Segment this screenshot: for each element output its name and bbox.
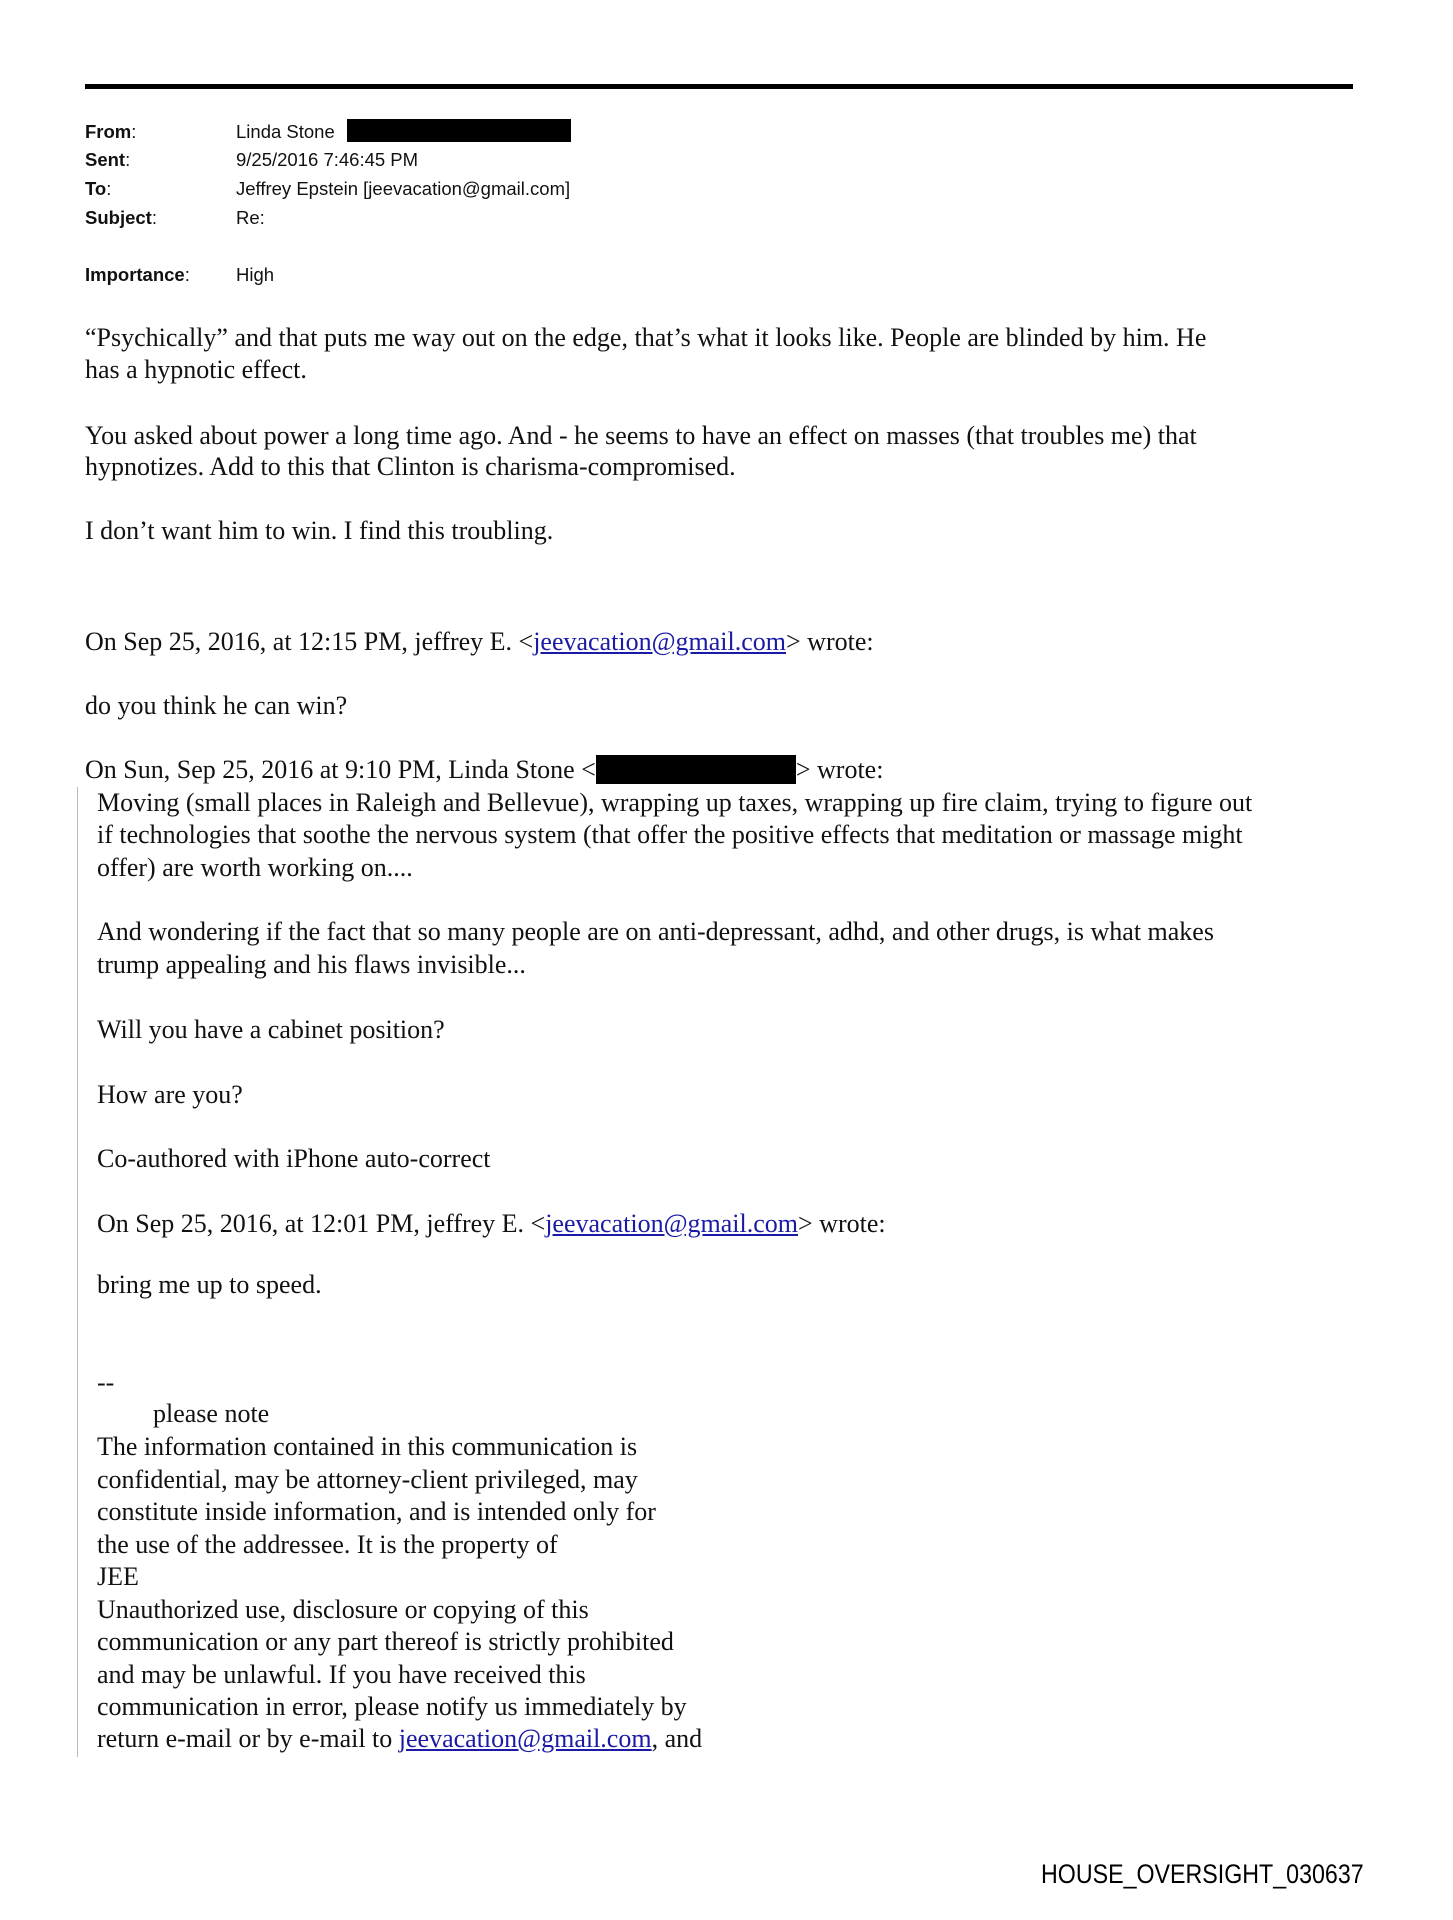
body-line: How are you? <box>97 1080 243 1109</box>
body-line: offer) are worth working on.... <box>97 853 413 882</box>
email-link[interactable]: jeevacation@gmail.com <box>545 1209 798 1238</box>
body-line <box>85 754 883 786</box>
body-line: Moving (small places in Raleigh and Bellevue), wrapping up taxes, wrapping up fire claim, trying to figure out <box>97 788 1253 817</box>
body-line: You asked about power a long time ago. And - he seems to have an effect on masses (that troubles me) that <box>85 421 1197 450</box>
body-line: communication in error, please notify us immediately by <box>97 1692 687 1721</box>
to-value: Jeffrey Epstein [jeevacation@gmail.com] <box>236 178 571 199</box>
body-line: do you think he can win? <box>85 691 348 720</box>
body-line: constitute inside information, and is intended only for <box>97 1497 656 1526</box>
line-text: On Sep 25, 2016, at 12:01 PM, jeffrey E. < <box>97 1209 546 1238</box>
importance-label-text: Importance <box>85 264 185 285</box>
sent-label-text: Sent <box>85 149 126 170</box>
email-link[interactable]: jeevacation@gmail.com <box>398 1724 652 1753</box>
body-line <box>97 1723 702 1755</box>
body-line: Co-authored with iPhone auto-correct <box>97 1144 491 1173</box>
importance-value: High <box>236 264 275 285</box>
body-line: communication or any part thereof is strictly prohibited <box>97 1627 674 1656</box>
sent-label: Sent: <box>85 149 131 170</box>
from-label: From: <box>85 121 137 142</box>
email-link[interactable]: jeevacation@gmail.com <box>533 627 786 656</box>
line-text: return e-mail or by e-mail to <box>97 1724 399 1753</box>
line-text: On Sep 25, 2016, at 12:15 PM, jeffrey E. < <box>85 627 534 656</box>
line-text: > wrote: <box>786 627 874 656</box>
subject-label: Subject: <box>85 207 157 228</box>
body-line: bring me up to speed. <box>97 1270 322 1299</box>
body-line: if technologies that soothe the nervous system (that offer the positive effects that meditation or massage might <box>97 820 1243 849</box>
line-text: > wrote: <box>795 755 884 784</box>
body-line: Will you have a cabinet position? <box>97 1015 445 1044</box>
body-line: The information contained in this communication is <box>97 1432 638 1461</box>
body-line: I don’t want him to win. I find this troubling. <box>85 516 554 545</box>
from-label-text: From <box>85 121 132 142</box>
subject-value: Re: <box>236 207 265 228</box>
line-text: > wrote: <box>798 1209 886 1238</box>
to-label: To: <box>85 178 112 199</box>
body-line: has a hypnotic effect. <box>85 355 307 384</box>
body-line: JEE <box>97 1562 139 1591</box>
body-line: And wondering if the fact that so many people are on anti-depressant, adhd, and other drugs, is what makes <box>97 917 1214 946</box>
to-label-text: To <box>85 178 107 199</box>
bates-stamp: HOUSE_OVERSIGHT_030637 <box>1041 1859 1364 1889</box>
line-text: , and <box>651 1724 703 1753</box>
body-line: confidential, may be attorney-client privileged, may <box>97 1465 638 1494</box>
subject-label-text: Subject <box>85 207 152 228</box>
sent-value: 9/25/2016 7:46:45 PM <box>236 149 419 170</box>
body-line <box>85 626 874 658</box>
body-line <box>97 1208 886 1240</box>
body-line: trump appealing and his flaws invisible... <box>97 950 526 979</box>
from-value: Linda Stone <box>236 121 335 142</box>
body-line: hypnotizes. Add to this that Clinton is charisma-compromised. <box>85 452 736 481</box>
redaction-box <box>596 755 796 784</box>
body-line: Unauthorized use, disclosure or copying of this <box>97 1595 589 1624</box>
body-line: “Psychically” and that puts me way out on the edge, that’s what it looks like. People are blinded by him. He <box>85 323 1207 352</box>
body-line: and may be unlawful. If you have received this <box>97 1660 586 1689</box>
quote-bar <box>77 787 78 1757</box>
line-text: On Sun, Sep 25, 2016 at 9:10 PM, Linda Stone < <box>85 755 596 784</box>
body-line: the use of the addressee. It is the property of <box>97 1530 558 1559</box>
importance-label: Importance: <box>85 264 190 285</box>
redaction-box <box>347 119 571 142</box>
body-line: please note <box>153 1399 270 1428</box>
body-line: -- <box>97 1368 115 1397</box>
header-rule <box>85 84 1353 89</box>
